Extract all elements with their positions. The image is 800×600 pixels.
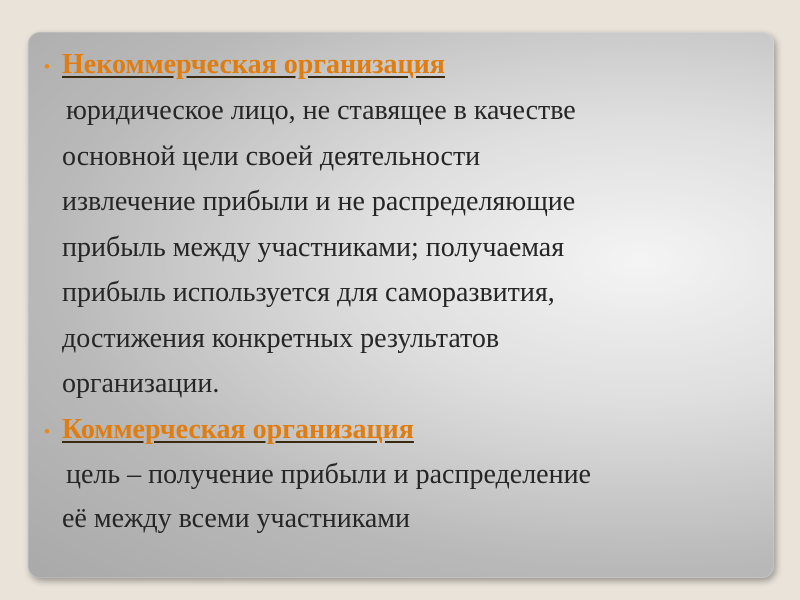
definition-line: прибыль используется для саморазвития, [62, 277, 555, 308]
definition-text [62, 453, 782, 541]
definition-line: юридическое лицо, не ставящее в качестве [66, 95, 576, 126]
definition-item-noncommercial [32, 48, 774, 407]
heading-row [32, 48, 774, 88]
definition-item-commercial [32, 413, 774, 541]
definition-text [62, 88, 782, 407]
heading-row [32, 413, 774, 453]
definition-line: основной цели своей деятельности [62, 140, 481, 172]
definition-line: её между всеми участниками [62, 502, 411, 534]
term-heading: Коммерческая организация [62, 413, 414, 445]
slide-content [32, 48, 774, 541]
bullet-icon: • [43, 421, 51, 443]
term-heading: Некоммерческая организация [62, 49, 445, 80]
definition-line: цель – получение прибыли и распределение [66, 458, 591, 490]
definition-line: извлечение прибыли и не распределяющие [62, 186, 576, 217]
definition-line: прибыль между участниками; получаемая [62, 231, 565, 263]
definition-line: организации. [62, 368, 220, 399]
bullet-icon: • [43, 57, 51, 78]
definition-line: достижения конкретных результатов [62, 322, 500, 354]
